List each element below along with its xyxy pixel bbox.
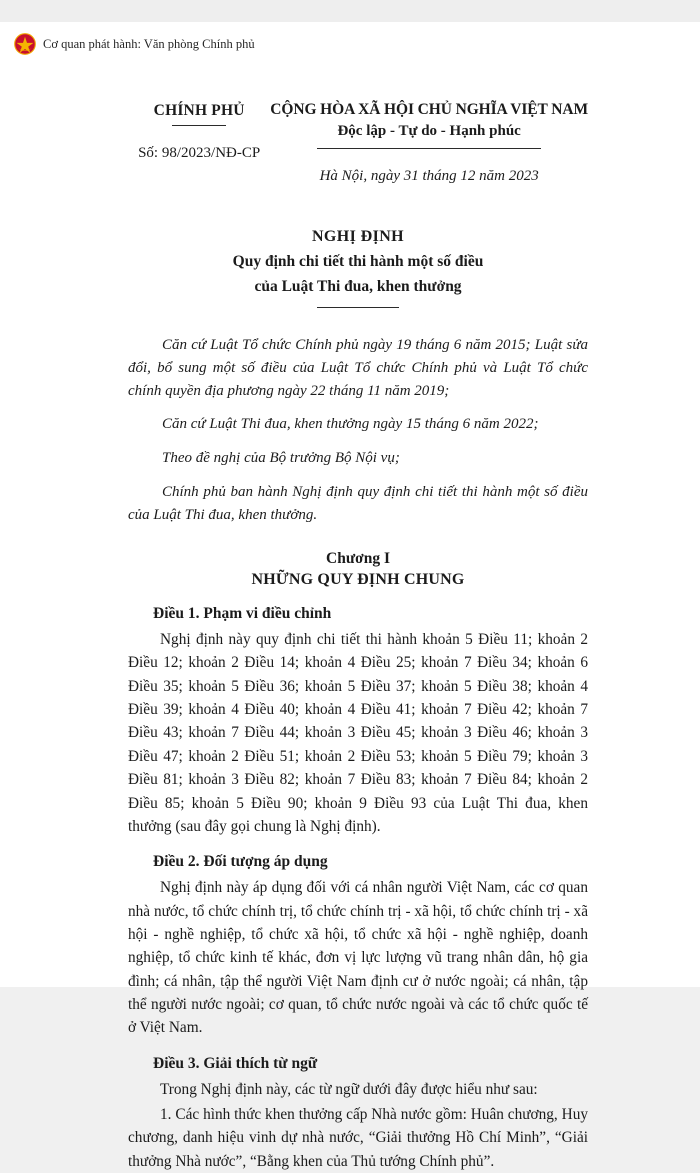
article-2-heading: Điều 2. Đối tượng áp dụng (153, 853, 328, 871)
chapter-heading (128, 549, 588, 591)
article-1 (128, 603, 588, 838)
vietnam-national-emblem-icon (14, 33, 36, 55)
motto-rule (317, 148, 541, 149)
article-3-clause-1: 1. Các hình thức khen thưởng cấp Nhà nước gồm: Huân chương, Huy chương, danh hiệu vinh dự nhà nước, “Giải thưởng Hồ Chí Minh”, “Giải thưởng Nhà nước”, “Bằng khen của Thủ tướng Chính phủ”. (128, 1105, 588, 1170)
document-subject-line-2: của Luật Thi đua, khen thưởng (254, 277, 462, 295)
title-rule (317, 307, 399, 308)
preamble-paragraph: Căn cứ Luật Thi đua, khen thưởng ngày 15 tháng 6 năm 2022; (162, 416, 539, 433)
preamble (128, 334, 588, 527)
document-body (0, 100, 700, 1173)
chapter-label: Chương I (326, 549, 390, 567)
scan-top-band (0, 0, 700, 22)
preamble-paragraph: Chính phủ ban hành Nghị định quy định chi tiết thi hành một số điều của Luật Thi đua, khen thưởng. (128, 483, 588, 523)
document-number: Số: 98/2023/NĐ-CP (138, 145, 261, 162)
preamble-paragraph: Căn cứ Luật Tổ chức Chính phủ ngày 19 tháng 6 năm 2015; Luật sửa đổi, bổ sung một số điều của Luật Tổ chức Chính phủ và Luật Tổ chức chính quyền địa phương ngày 22 tháng 11 năm 2019; (128, 336, 588, 399)
masthead (128, 100, 588, 186)
publisher-bar (14, 33, 255, 55)
article-2 (128, 851, 588, 1039)
article-3-paragraph: Trong Nghị định này, các từ ngữ dưới đây được hiểu như sau: (160, 1080, 538, 1098)
document-subject-line-1: Quy định chi tiết thi hành một số điều (232, 252, 484, 270)
masthead-issuing-body-block (128, 100, 270, 164)
article-2-paragraph: Nghị định này áp dụng đối với cá nhân người Việt Nam, các cơ quan nhà nước, tổ chức chính trị, tổ chức chính trị - xã hội, tổ chức chính trị - xã hội - nghề nghiệp, tổ chức xã hội, tổ chức xã hội - nghề nghiệp, doanh nghiệp, tổ chức kinh tế khác, đơn vị lực lượng vũ trang nhân dân, hộ gia đình; cá nhân, tập thể người Việt Nam định cư ở nước ngoài; cá nhân, tập thể người nước ngoài; cơ quan, tổ chức nước ngoài và các tổ chức quốc tế ở Việt Nam. (128, 879, 588, 1037)
article-1-heading: Điều 1. Phạm vi điều chỉnh (153, 605, 332, 623)
national-motto: Độc lập - Tự do - Hạnh phúc (337, 123, 521, 140)
article-3-heading: Điều 3. Giải thích từ ngữ (153, 1054, 318, 1072)
document-title-block (128, 227, 588, 308)
document-type: NGHỊ ĐỊNH (311, 228, 405, 246)
issuing-body-rule (172, 125, 226, 126)
nation-name: CỘNG HÒA XÃ HỘI CHỦ NGHĨA VIỆT NAM (270, 101, 588, 118)
article-1-paragraph: Nghị định này quy định chi tiết thi hành khoản 5 Điều 11; khoản 2 Điều 12; khoản 2 Điều 14; khoản 4 Điều 25; khoản 7 Điều 34; khoản 6 Điều 35; khoản 5 Điều 36; khoản 5 Điều 37; khoản 5 Điều 38; khoản 4 Điều 39; khoản 4 Điều 40; khoản 4 Điều 41; khoản 7 Điều 42; khoản 7 Điều 43; khoản 7 Điều 44; khoản 3 Điều 45; khoản 3 Điều 46; khoản 3 Điều 47; khoản 2 Điều 51; khoản 2 Điều 53; khoản 5 Điều 79; khoản 3 Điều 81; khoản 3 Điều 82; khoản 7 Điều 83; khoản 7 Điều 84; khoản 2 Điều 85; khoản 5 Điều 90; khoản 9 Điều 93 của Luật Thi đua, khen thưởng (sau đây gọi chung là Nghị định). (128, 630, 588, 836)
article-3 (128, 1053, 588, 1173)
preamble-paragraph: Theo đề nghị của Bộ trưởng Bộ Nội vụ; (162, 450, 400, 467)
chapter-title: NHỮNG QUY ĐỊNH CHUNG (251, 570, 465, 588)
issuing-body-name: CHÍNH PHỦ (153, 102, 245, 119)
place-and-date: Hà Nội, ngày 31 tháng 12 năm 2023 (319, 167, 539, 184)
publisher-label: Cơ quan phát hành: Văn phòng Chính phủ (43, 36, 255, 51)
masthead-nation-block (270, 100, 588, 186)
